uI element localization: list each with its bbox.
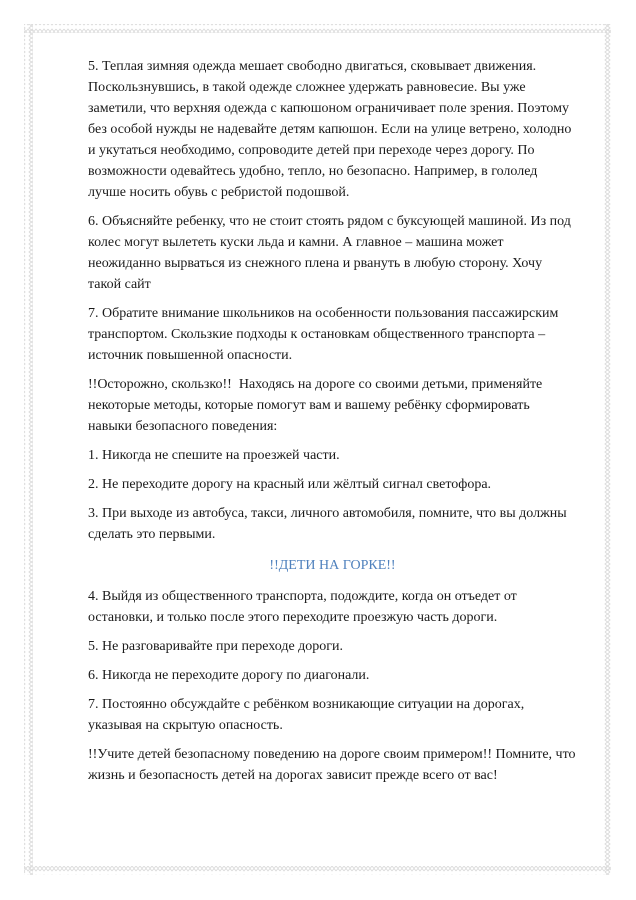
- paragraph-teach-by-example: !!Учите детей безопасному поведению на дороге своим примером!! Помните, что жизнь и безопасность детей на дорогах зависит прежде всего от вас!: [88, 747, 580, 783]
- section-heading-children-on-hill: !!ДЕТИ НА ГОРКЕ!!: [269, 558, 396, 573]
- list-item-3-exiting-vehicle: 3. При выходе из автобуса, такси, личного автомобиля, помните, что вы должны сделать это первыми.: [88, 506, 571, 542]
- paragraph-winter-clothes: 5. Теплая зимняя одежда мешает свободно двигаться, сковывает движения. Поскользнувшись, в такой одежде сложнее удержать равновесие. Вы уже заметили, что верхняя одежда с капюшоном ограничивает поле зрения. Поэтому без особой нужды не надевайте детям капюшон. Если на улице ветрено, холодно и укутаться необходимо, сопроводите детей при переходе через дорогу. По возможности одевайтесь удобно, тепло, но безопасно. Например, в гололед лучше носить обувь с ребристой подошвой.: [88, 59, 575, 200]
- paragraph-public-transport: 7. Обратите внимание школьников на особенности пользования пассажирским транспортом. Скользкие подходы к остановкам общественного транспорта – источник повышенной опасности.: [88, 306, 562, 363]
- list-item-5-no-talking: 5. Не разговаривайте при переходе дороги.: [88, 639, 344, 654]
- list-item-4-wait-for-bus: 4. Выйдя из общественного транспорта, подождите, когда он отъедет от остановки, и только после этого переходите проезжую часть дороги.: [88, 589, 521, 625]
- border-top-edge: [24, 24, 611, 33]
- document-body-text: [88, 56, 580, 794]
- list-item-7-discuss-danger: 7. Постоянно обсуждайте с ребёнком возникающие ситуации на дорогах, указывая на скрытую опасность.: [88, 697, 528, 733]
- border-left-edge: [24, 24, 33, 875]
- paragraph-careful-slippery: !!Осторожно, скользко!! Находясь на дороге со своими детьми, применяйте некоторые методы, которые помогут вам и вашему ребёнку сформировать навыки безопасного поведения:: [88, 377, 546, 434]
- border-bottom-edge: [24, 866, 611, 875]
- list-item-1-never-rush: 1. Никогда не спешите на проезжей части.: [88, 448, 340, 463]
- border-right-edge: [602, 24, 611, 875]
- list-item-2-traffic-light: 2. Не переходите дорогу на красный или жёлтый сигнал светофора.: [88, 477, 492, 492]
- list-item-6-no-diagonal: 6. Никогда не переходите дорогу по диагонали.: [88, 668, 370, 683]
- paragraph-stuck-car: 6. Объясняйте ребенку, что не стоит стоять рядом с буксующей машиной. Из под колес могут вылететь куски льда и камни. А главное – машина может неожиданно вырваться из снежного плена и рвануть в любую сторону. Хочу такой сайт: [88, 214, 575, 292]
